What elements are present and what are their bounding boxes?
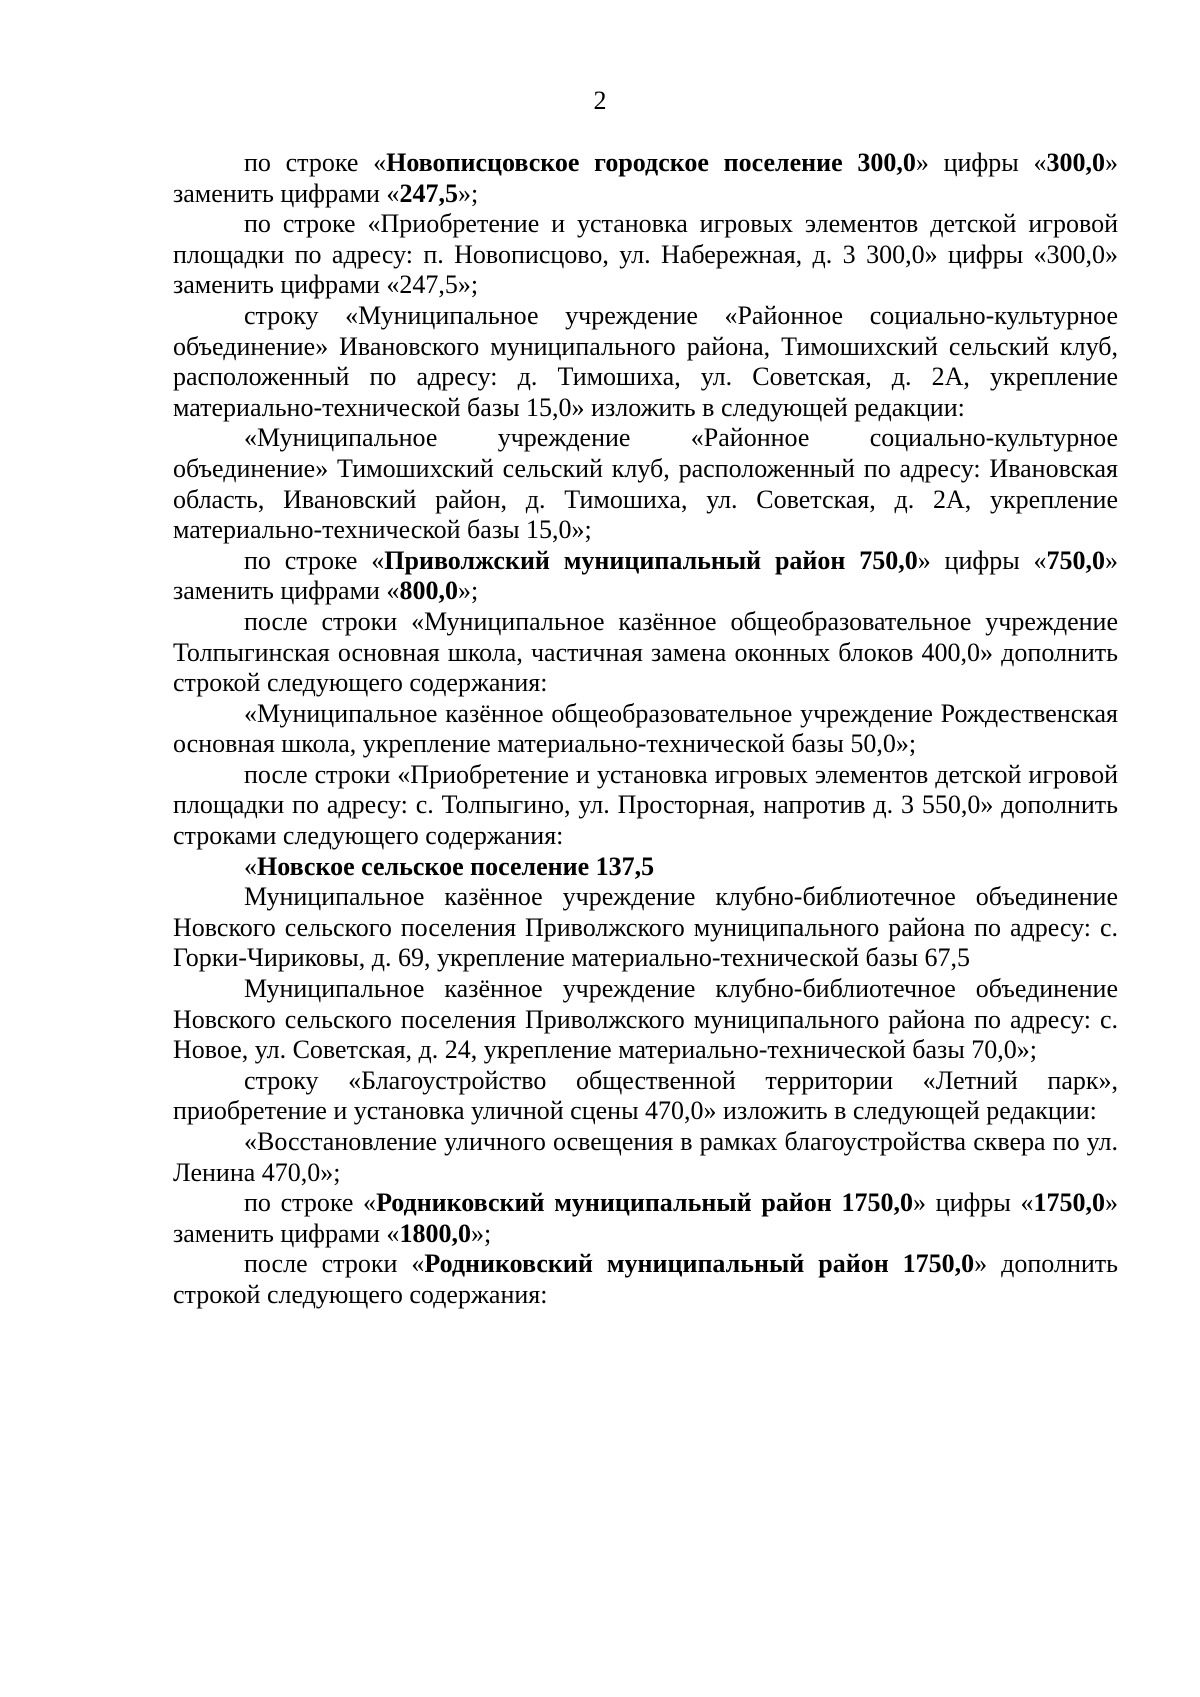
paragraph-12 bbox=[173, 1066, 1118, 1127]
text-segment: по строке «Приобретение и установка игровых элементов детской игровой площадки по адресу: п. Новописцово, ул. Набережная, д. 3 300,0» цифры «300,0» заменить цифрами «247,5»; bbox=[173, 209, 1118, 300]
bold-segment: Новское сельское поселение 137,5 bbox=[257, 851, 655, 881]
paragraph-5 bbox=[173, 546, 1118, 607]
text-segment: »; bbox=[457, 576, 479, 606]
text-segment: после строки «Муниципальное казённое общеобразовательное учреждение Толпыгинская основная школа, частичная замена оконных блоков 400,0» дополнить строкой следующего содержания: bbox=[173, 606, 1118, 698]
paragraph-10 bbox=[173, 882, 1118, 974]
text-segment: » заменить цифрами « bbox=[173, 148, 1118, 208]
text-segment: » цифры « bbox=[912, 1188, 1034, 1218]
page-number: 2 bbox=[593, 86, 607, 115]
paragraph-8 bbox=[173, 760, 1118, 852]
text-segment: строку «Благоустройство общественной территории «Летний парк», приобретение и установка уличной сцены 470,0» изложить в следующей редакции: bbox=[173, 1065, 1118, 1126]
bold-segment: Приволжский муниципальный район 750,0 bbox=[384, 545, 918, 575]
bold-segment: 247,5 bbox=[399, 178, 458, 208]
text-segment: Муниципальное казённое учреждение клубно-библиотечное объединение Новского сельского поселения Приволжского муниципального района по адресу: с. Горки-Чириковы, д. 69, укрепление материально-технической базы 67,5 bbox=[173, 882, 1118, 973]
document-body bbox=[173, 148, 1118, 1311]
paragraph-11 bbox=[173, 974, 1118, 1066]
paragraph-13 bbox=[173, 1127, 1118, 1188]
bold-segment: 300,0 bbox=[1046, 148, 1105, 177]
bold-segment: 1800,0 bbox=[399, 1218, 471, 1248]
bold-segment: 1750,0 bbox=[1033, 1188, 1105, 1218]
text-segment: « bbox=[244, 851, 257, 881]
text-segment: »; bbox=[470, 1218, 492, 1248]
text-segment: по строке « bbox=[244, 1188, 377, 1218]
paragraph-3 bbox=[173, 301, 1118, 423]
paragraph-4 bbox=[173, 423, 1118, 545]
paragraph-2 bbox=[173, 209, 1118, 301]
text-segment: » цифры « bbox=[917, 545, 1047, 575]
text-segment: » цифры « bbox=[915, 148, 1047, 177]
text-segment: по строке « bbox=[244, 545, 385, 575]
paragraph-7 bbox=[173, 699, 1118, 760]
text-segment: после строки «Приобретение и установка игровых элементов детской игровой площадки по адресу: с. Толпыгино, ул. Просторная, напротив д. 3 550,0» дополнить строками следующего содержания: bbox=[173, 759, 1118, 851]
text-segment: » дополнить строкой следующего содержания: bbox=[173, 1249, 1118, 1309]
text-segment: Муниципальное казённое учреждение клубно-библиотечное объединение Новского сельского поселения Приволжского муниципального района по адресу: с. Новое, ул. Советская, д. 24, укрепление материально-технической базы 70,0»; bbox=[173, 974, 1118, 1065]
text-segment: » заменить цифрами « bbox=[173, 1188, 1118, 1248]
paragraph-15 bbox=[173, 1249, 1118, 1310]
text-segment: после строки « bbox=[244, 1249, 425, 1279]
text-segment: »; bbox=[457, 178, 479, 208]
paragraph-1 bbox=[173, 148, 1118, 209]
paragraph-6 bbox=[173, 607, 1118, 699]
paragraph-9 bbox=[173, 852, 1118, 883]
paragraph-14 bbox=[173, 1188, 1118, 1249]
text-segment: » заменить цифрами « bbox=[173, 545, 1118, 606]
bold-segment: Новописцовское городское поселение 300,0 bbox=[386, 148, 916, 177]
bold-segment: 750,0 bbox=[1046, 545, 1105, 575]
text-segment: «Муниципальное казённое общеобразовательное учреждение Рождественская основная школа, укрепление материально-технической базы 50,0»; bbox=[173, 698, 1118, 759]
bold-segment: Родниковский муниципальный район 1750,0 bbox=[424, 1249, 975, 1279]
bold-segment: 800,0 bbox=[399, 576, 458, 606]
text-segment: «Муниципальное учреждение «Районное социально-культурное объединение» Тимошихский сельский клуб, расположенный по адресу: Ивановская область, Ивановский район, д. Тимошиха, ул. Советская, д. 2А, укрепление материально-технической базы 15,0»; bbox=[173, 423, 1118, 545]
text-segment: по строке « bbox=[244, 148, 387, 177]
text-segment: «Восстановление уличного освещения в рамках благоустройства сквера по ул. Ленина 470,0»; bbox=[173, 1127, 1118, 1187]
bold-segment: Родниковский муниципальный район 1750,0 bbox=[376, 1188, 913, 1218]
text-segment: строку «Муниципальное учреждение «Районное социально-культурное объединение» Ивановского муниципального района, Тимошихский сельский клуб, расположенный по адресу: д. Тимошиха, ул. Советская, д. 2А, укрепление материально-технической базы 15,0» изложить в следующей редакции: bbox=[173, 300, 1118, 422]
